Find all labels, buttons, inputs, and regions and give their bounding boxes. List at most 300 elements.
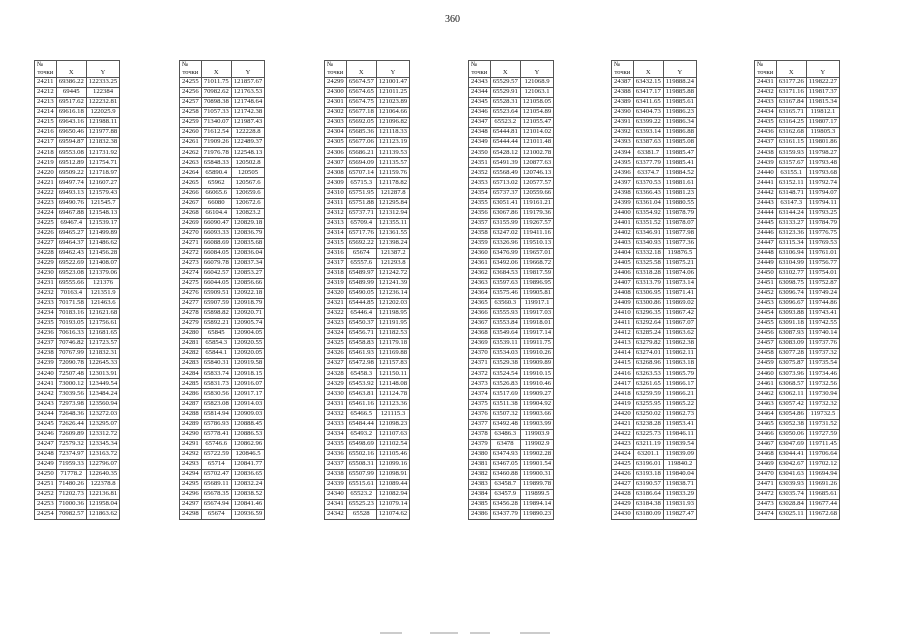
y-coordinate: 119890.23 [520, 510, 553, 520]
table-row [469, 479, 554, 489]
x-coordinate: 70982.57 [56, 510, 86, 520]
table-row [35, 489, 120, 499]
point-id: 24295 [180, 479, 202, 489]
coordinate-table [611, 60, 697, 520]
table-row [35, 198, 120, 208]
point-id: 24247 [35, 439, 57, 449]
x-coordinate: 65692.05 [346, 118, 376, 128]
x-coordinate: 66079.78 [201, 258, 231, 268]
x-coordinate: 69497.74 [56, 178, 86, 188]
x-coordinate: 63511.38 [490, 399, 520, 409]
table-row [325, 178, 410, 188]
table-row [35, 188, 120, 198]
point-id: 24471 [755, 479, 777, 489]
table-row [612, 479, 697, 489]
table-row [612, 349, 697, 359]
table-row [35, 88, 120, 98]
point-id: 24467 [755, 439, 777, 449]
x-coordinate: 65892.21 [201, 319, 231, 329]
table-row [325, 118, 410, 128]
table-row [325, 389, 410, 399]
point-id: 24423 [612, 439, 634, 449]
header-x: X [490, 69, 520, 78]
table-row [755, 168, 840, 178]
y-coordinate: 121295.84 [376, 198, 409, 208]
point-id: 24250 [35, 469, 57, 479]
y-coordinate: 119668.72 [520, 258, 553, 268]
x-coordinate: 69523.08 [56, 268, 86, 278]
point-id: 24379 [469, 439, 491, 449]
table-row [180, 208, 265, 218]
point-id: 24332 [325, 409, 347, 419]
x-coordinate: 63165.71 [776, 108, 806, 118]
point-id: 24318 [325, 268, 347, 278]
table-row [35, 419, 120, 429]
y-coordinate: 121074.62 [376, 510, 409, 520]
table-row [612, 439, 697, 449]
point-id: 24300 [325, 88, 347, 98]
y-coordinate: 121463.6 [86, 299, 119, 309]
x-coordinate: 63144.24 [776, 208, 806, 218]
y-coordinate: 121718.97 [86, 168, 119, 178]
table-row [469, 499, 554, 509]
x-coordinate: 71976.78 [201, 148, 231, 158]
point-id: 24442 [755, 188, 777, 198]
table-row [755, 459, 840, 469]
y-coordinate: 119863.18 [663, 359, 696, 369]
table-row [180, 349, 265, 359]
x-coordinate: 65715.3 [346, 178, 376, 188]
y-coordinate: 119917.1 [520, 299, 553, 309]
point-id: 24226 [35, 228, 57, 238]
coordinate-table-1 [34, 60, 120, 520]
x-coordinate: 63456.28 [490, 499, 520, 509]
y-coordinate: 119910.26 [520, 349, 553, 359]
x-coordinate: 63534.03 [490, 349, 520, 359]
y-coordinate: 121241.39 [376, 278, 409, 288]
x-coordinate: 65491.39 [490, 158, 520, 168]
point-id: 24378 [469, 429, 491, 439]
coordinate-table [324, 60, 410, 520]
table-row [180, 198, 265, 208]
point-id: 24277 [180, 299, 202, 309]
point-id: 24304 [325, 128, 347, 138]
table-row [180, 88, 265, 98]
table-row [755, 98, 840, 108]
table-row [180, 248, 265, 258]
y-coordinate: 119886.88 [663, 128, 696, 138]
table-row [180, 168, 265, 178]
y-coordinate: 119732.32 [806, 399, 839, 409]
x-coordinate: 63152.11 [776, 178, 806, 188]
point-id: 24400 [612, 208, 634, 218]
header-empty [663, 61, 696, 70]
x-coordinate: 63366.43 [633, 188, 663, 198]
point-id: 24248 [35, 449, 57, 459]
table-row [469, 329, 554, 339]
x-coordinate: 65498.69 [346, 439, 376, 449]
table-row [35, 118, 120, 128]
x-coordinate: 69517.62 [56, 98, 86, 108]
point-id: 24283 [180, 359, 202, 369]
y-coordinate: 121063.1 [520, 88, 553, 98]
y-coordinate: 119732.5 [806, 409, 839, 419]
y-coordinate: 119885.88 [663, 88, 696, 98]
point-id: 24455 [755, 319, 777, 329]
x-coordinate: 65674.94 [201, 499, 231, 509]
table-row [755, 499, 840, 509]
y-coordinate: 121001.47 [376, 78, 409, 88]
y-coordinate: 119875.21 [663, 258, 696, 268]
y-coordinate: 119694.94 [806, 469, 839, 479]
coordinate-table [468, 60, 554, 520]
header-points: точки [325, 69, 347, 78]
x-coordinate: 63052.38 [776, 419, 806, 429]
table-row [180, 489, 265, 499]
table-row [755, 349, 840, 359]
x-coordinate: 69594.87 [56, 138, 86, 148]
x-coordinate: 65751.95 [346, 188, 376, 198]
x-coordinate: 63292.64 [633, 319, 663, 329]
point-id: 24302 [325, 108, 347, 118]
page-footer-strip [0, 628, 905, 640]
x-coordinate: 63050.06 [776, 429, 806, 439]
point-id: 24342 [325, 510, 347, 520]
y-coordinate: 119880.55 [663, 198, 696, 208]
table-row [35, 128, 120, 138]
y-coordinate: 119737.76 [806, 339, 839, 349]
x-coordinate: 65689.11 [201, 479, 231, 489]
point-id: 24276 [180, 288, 202, 298]
table-row [180, 178, 265, 188]
point-id: 24391 [612, 118, 634, 128]
y-coordinate: 121387.2 [376, 248, 409, 258]
y-coordinate: 119867.42 [663, 309, 696, 319]
x-coordinate: 69509.22 [56, 168, 86, 178]
point-id: 24363 [469, 278, 491, 288]
y-coordinate: 121098.23 [376, 419, 409, 429]
table-row [180, 510, 265, 520]
x-coordinate: 63306.95 [633, 288, 663, 298]
y-coordinate: 119901.54 [520, 459, 553, 469]
y-coordinate: 120853.27 [231, 268, 264, 278]
table-row [755, 248, 840, 258]
y-coordinate: 120838.52 [231, 489, 264, 499]
x-coordinate: 63296.35 [633, 309, 663, 319]
point-id: 24255 [180, 78, 202, 88]
table-row [469, 359, 554, 369]
y-coordinate: 120888.45 [231, 419, 264, 429]
table-row [755, 178, 840, 188]
point-id: 24228 [35, 248, 57, 258]
header-no: № [35, 61, 57, 70]
y-coordinate: 121079.14 [376, 499, 409, 509]
point-id: 24446 [755, 228, 777, 238]
point-id: 24346 [469, 108, 491, 118]
x-coordinate: 65453.92 [346, 379, 376, 389]
x-coordinate: 63553.84 [490, 319, 520, 329]
y-coordinate: 119874.06 [663, 268, 696, 278]
table-row [35, 510, 120, 520]
x-coordinate: 63346.91 [633, 228, 663, 238]
header-points: точки [755, 69, 777, 78]
point-id: 24288 [180, 409, 202, 419]
header-no: № [180, 61, 202, 70]
table-row [469, 349, 554, 359]
x-coordinate: 63517.69 [490, 389, 520, 399]
x-coordinate: 63106.94 [776, 248, 806, 258]
table-row [35, 78, 120, 88]
coordinate-table [34, 60, 120, 520]
point-id: 24375 [469, 399, 491, 409]
point-id: 24354 [469, 188, 491, 198]
x-coordinate: 63157.67 [776, 158, 806, 168]
x-coordinate: 63147.3 [776, 198, 806, 208]
table-row [755, 228, 840, 238]
y-coordinate: 120920.55 [231, 339, 264, 349]
table-row [612, 399, 697, 409]
table-row [612, 409, 697, 419]
table-row [612, 198, 697, 208]
table-row [325, 218, 410, 228]
point-id: 24284 [180, 369, 202, 379]
table-row [180, 369, 265, 379]
y-coordinate: 123560.94 [86, 399, 119, 409]
y-coordinate: 121293.8 [376, 258, 409, 268]
point-id: 24321 [325, 299, 347, 309]
x-coordinate: 65674 [346, 248, 376, 258]
point-id: 24395 [612, 158, 634, 168]
coordinate-table-6 [754, 60, 840, 520]
y-coordinate: 121135.57 [376, 158, 409, 168]
point-id: 24268 [180, 208, 202, 218]
table-row [469, 419, 554, 429]
y-coordinate: 121287.8 [376, 188, 409, 198]
y-coordinate: 121748.64 [231, 98, 264, 108]
point-id: 24219 [35, 158, 57, 168]
x-coordinate: 69643.16 [56, 118, 86, 128]
x-coordinate: 63458.7 [490, 479, 520, 489]
y-coordinate: 121351.9 [86, 288, 119, 298]
y-coordinate: 119894.14 [520, 499, 553, 509]
y-coordinate: 119902.9 [520, 439, 553, 449]
point-id: 24356 [469, 208, 491, 218]
y-coordinate: 120909.03 [231, 409, 264, 419]
x-coordinate: 71000.36 [56, 499, 86, 509]
point-id: 24213 [35, 98, 57, 108]
x-coordinate: 66065.6 [201, 188, 231, 198]
point-id: 24236 [35, 329, 57, 339]
x-coordinate: 65525.23 [346, 499, 376, 509]
point-id: 24266 [180, 188, 202, 198]
header-y: Y [663, 69, 696, 78]
table-row [469, 469, 554, 479]
header-empty [776, 61, 806, 70]
table-row [612, 389, 697, 399]
x-coordinate: 65898.82 [201, 309, 231, 319]
point-id: 24333 [325, 419, 347, 429]
point-id: 24326 [325, 349, 347, 359]
point-id: 24344 [469, 88, 491, 98]
point-id: 24214 [35, 108, 57, 118]
table-row [755, 108, 840, 118]
point-id: 24258 [180, 108, 202, 118]
point-id: 24238 [35, 349, 57, 359]
point-id: 24278 [180, 309, 202, 319]
table-row [755, 319, 840, 329]
x-coordinate: 63325.58 [633, 258, 663, 268]
y-coordinate: 121123.19 [376, 138, 409, 148]
table-row [755, 439, 840, 449]
y-coordinate: 120841.77 [231, 459, 264, 469]
y-coordinate: 121011.48 [520, 138, 553, 148]
x-coordinate: 63474.93 [490, 449, 520, 459]
table-row [325, 258, 410, 268]
point-id: 24444 [755, 208, 777, 218]
y-coordinate: 121082.94 [376, 489, 409, 499]
coordinate-table-4 [468, 60, 554, 520]
table-row [755, 419, 840, 429]
y-coordinate: 119735.54 [806, 359, 839, 369]
table-row [612, 138, 697, 148]
table-row [180, 329, 265, 339]
x-coordinate: 63044.41 [776, 449, 806, 459]
point-id: 24415 [612, 359, 634, 369]
y-coordinate: 122232.81 [86, 98, 119, 108]
header-empty [806, 61, 839, 70]
y-coordinate: 120577.57 [520, 178, 553, 188]
point-id: 24425 [612, 459, 634, 469]
y-coordinate: 123272.03 [86, 409, 119, 419]
x-coordinate: 69493.13 [56, 188, 86, 198]
table-row [469, 78, 554, 88]
table-row [35, 409, 120, 419]
table-row [180, 108, 265, 118]
x-coordinate: 69555.66 [56, 278, 86, 288]
point-id: 24449 [755, 258, 777, 268]
y-coordinate: 120505 [231, 168, 264, 178]
point-id: 24428 [612, 489, 634, 499]
y-coordinate: 120567.6 [231, 178, 264, 188]
point-id: 24352 [469, 168, 491, 178]
y-coordinate: 121150.11 [376, 369, 409, 379]
y-coordinate: 119815.34 [806, 98, 839, 108]
point-id: 24404 [612, 248, 634, 258]
table-row [180, 429, 265, 439]
y-coordinate: 119888.24 [663, 78, 696, 88]
y-coordinate: 121096.82 [376, 118, 409, 128]
point-id: 24419 [612, 399, 634, 409]
x-coordinate: 63180.09 [633, 510, 663, 520]
table-row [612, 98, 697, 108]
x-coordinate: 65840.31 [201, 359, 231, 369]
y-coordinate: 120877.63 [520, 158, 553, 168]
y-coordinate: 119881.23 [663, 188, 696, 198]
y-coordinate: 119740.14 [806, 329, 839, 339]
x-coordinate: 65694.09 [346, 158, 376, 168]
point-id: 24336 [325, 449, 347, 459]
x-coordinate: 63684.53 [490, 268, 520, 278]
x-coordinate: 63238.28 [633, 419, 663, 429]
point-id: 24313 [325, 218, 347, 228]
table-row [180, 218, 265, 228]
header-empty [346, 61, 376, 70]
point-id: 24466 [755, 429, 777, 439]
point-id: 24237 [35, 339, 57, 349]
point-id: 24410 [612, 309, 634, 319]
x-coordinate: 65830.56 [201, 389, 231, 399]
point-id: 24249 [35, 459, 57, 469]
y-coordinate: 119862.38 [663, 339, 696, 349]
x-coordinate: 65472.98 [346, 359, 376, 369]
point-id: 24360 [469, 248, 491, 258]
table-row [612, 178, 697, 188]
y-coordinate: 119793.25 [806, 208, 839, 218]
x-coordinate: 65674.75 [346, 98, 376, 108]
y-coordinate: 121068.9 [520, 78, 553, 88]
table-row [325, 138, 410, 148]
point-id: 24315 [325, 238, 347, 248]
table-row [325, 88, 410, 98]
x-coordinate: 66104.4 [201, 208, 231, 218]
y-coordinate: 119867.07 [663, 319, 696, 329]
x-coordinate: 69616.18 [56, 108, 86, 118]
header-no: № [325, 61, 347, 70]
point-id: 24394 [612, 148, 634, 158]
x-coordinate: 65722.59 [201, 449, 231, 459]
point-id: 24353 [469, 178, 491, 188]
point-id: 24473 [755, 499, 777, 509]
x-coordinate: 69467.4 [56, 218, 86, 228]
x-coordinate: 63075.87 [776, 359, 806, 369]
table-row [755, 479, 840, 489]
table-row [180, 148, 265, 158]
point-id: 24443 [755, 198, 777, 208]
y-coordinate: 119794.07 [806, 188, 839, 198]
y-coordinate: 119899.5 [520, 489, 553, 499]
y-coordinate: 121064.66 [376, 108, 409, 118]
coordinate-table [754, 60, 840, 520]
table-row [180, 309, 265, 319]
point-id: 24323 [325, 319, 347, 329]
x-coordinate: 63193.18 [633, 469, 663, 479]
x-coordinate: 63162.68 [776, 128, 806, 138]
table-row [325, 499, 410, 509]
point-id: 24311 [325, 198, 347, 208]
point-id: 24462 [755, 389, 777, 399]
point-id: 24335 [325, 439, 347, 449]
table-row [469, 409, 554, 419]
y-coordinate: 121058.05 [520, 98, 553, 108]
point-id: 24441 [755, 178, 777, 188]
table-row [325, 78, 410, 88]
table-row [612, 319, 697, 329]
y-coordinate: 119917.03 [520, 309, 553, 319]
y-coordinate: 119878.07 [663, 218, 696, 228]
table-row [469, 248, 554, 258]
table-row [469, 88, 554, 98]
point-id: 24413 [612, 339, 634, 349]
point-id: 24329 [325, 379, 347, 389]
x-coordinate: 63096.67 [776, 299, 806, 309]
point-id: 24399 [612, 198, 634, 208]
x-coordinate: 63255.95 [633, 399, 663, 409]
table-row [469, 108, 554, 118]
y-coordinate: 122645.33 [86, 359, 119, 369]
x-coordinate: 63190.57 [633, 479, 663, 489]
y-coordinate: 119831.93 [663, 499, 696, 509]
y-coordinate: 119706.64 [806, 449, 839, 459]
